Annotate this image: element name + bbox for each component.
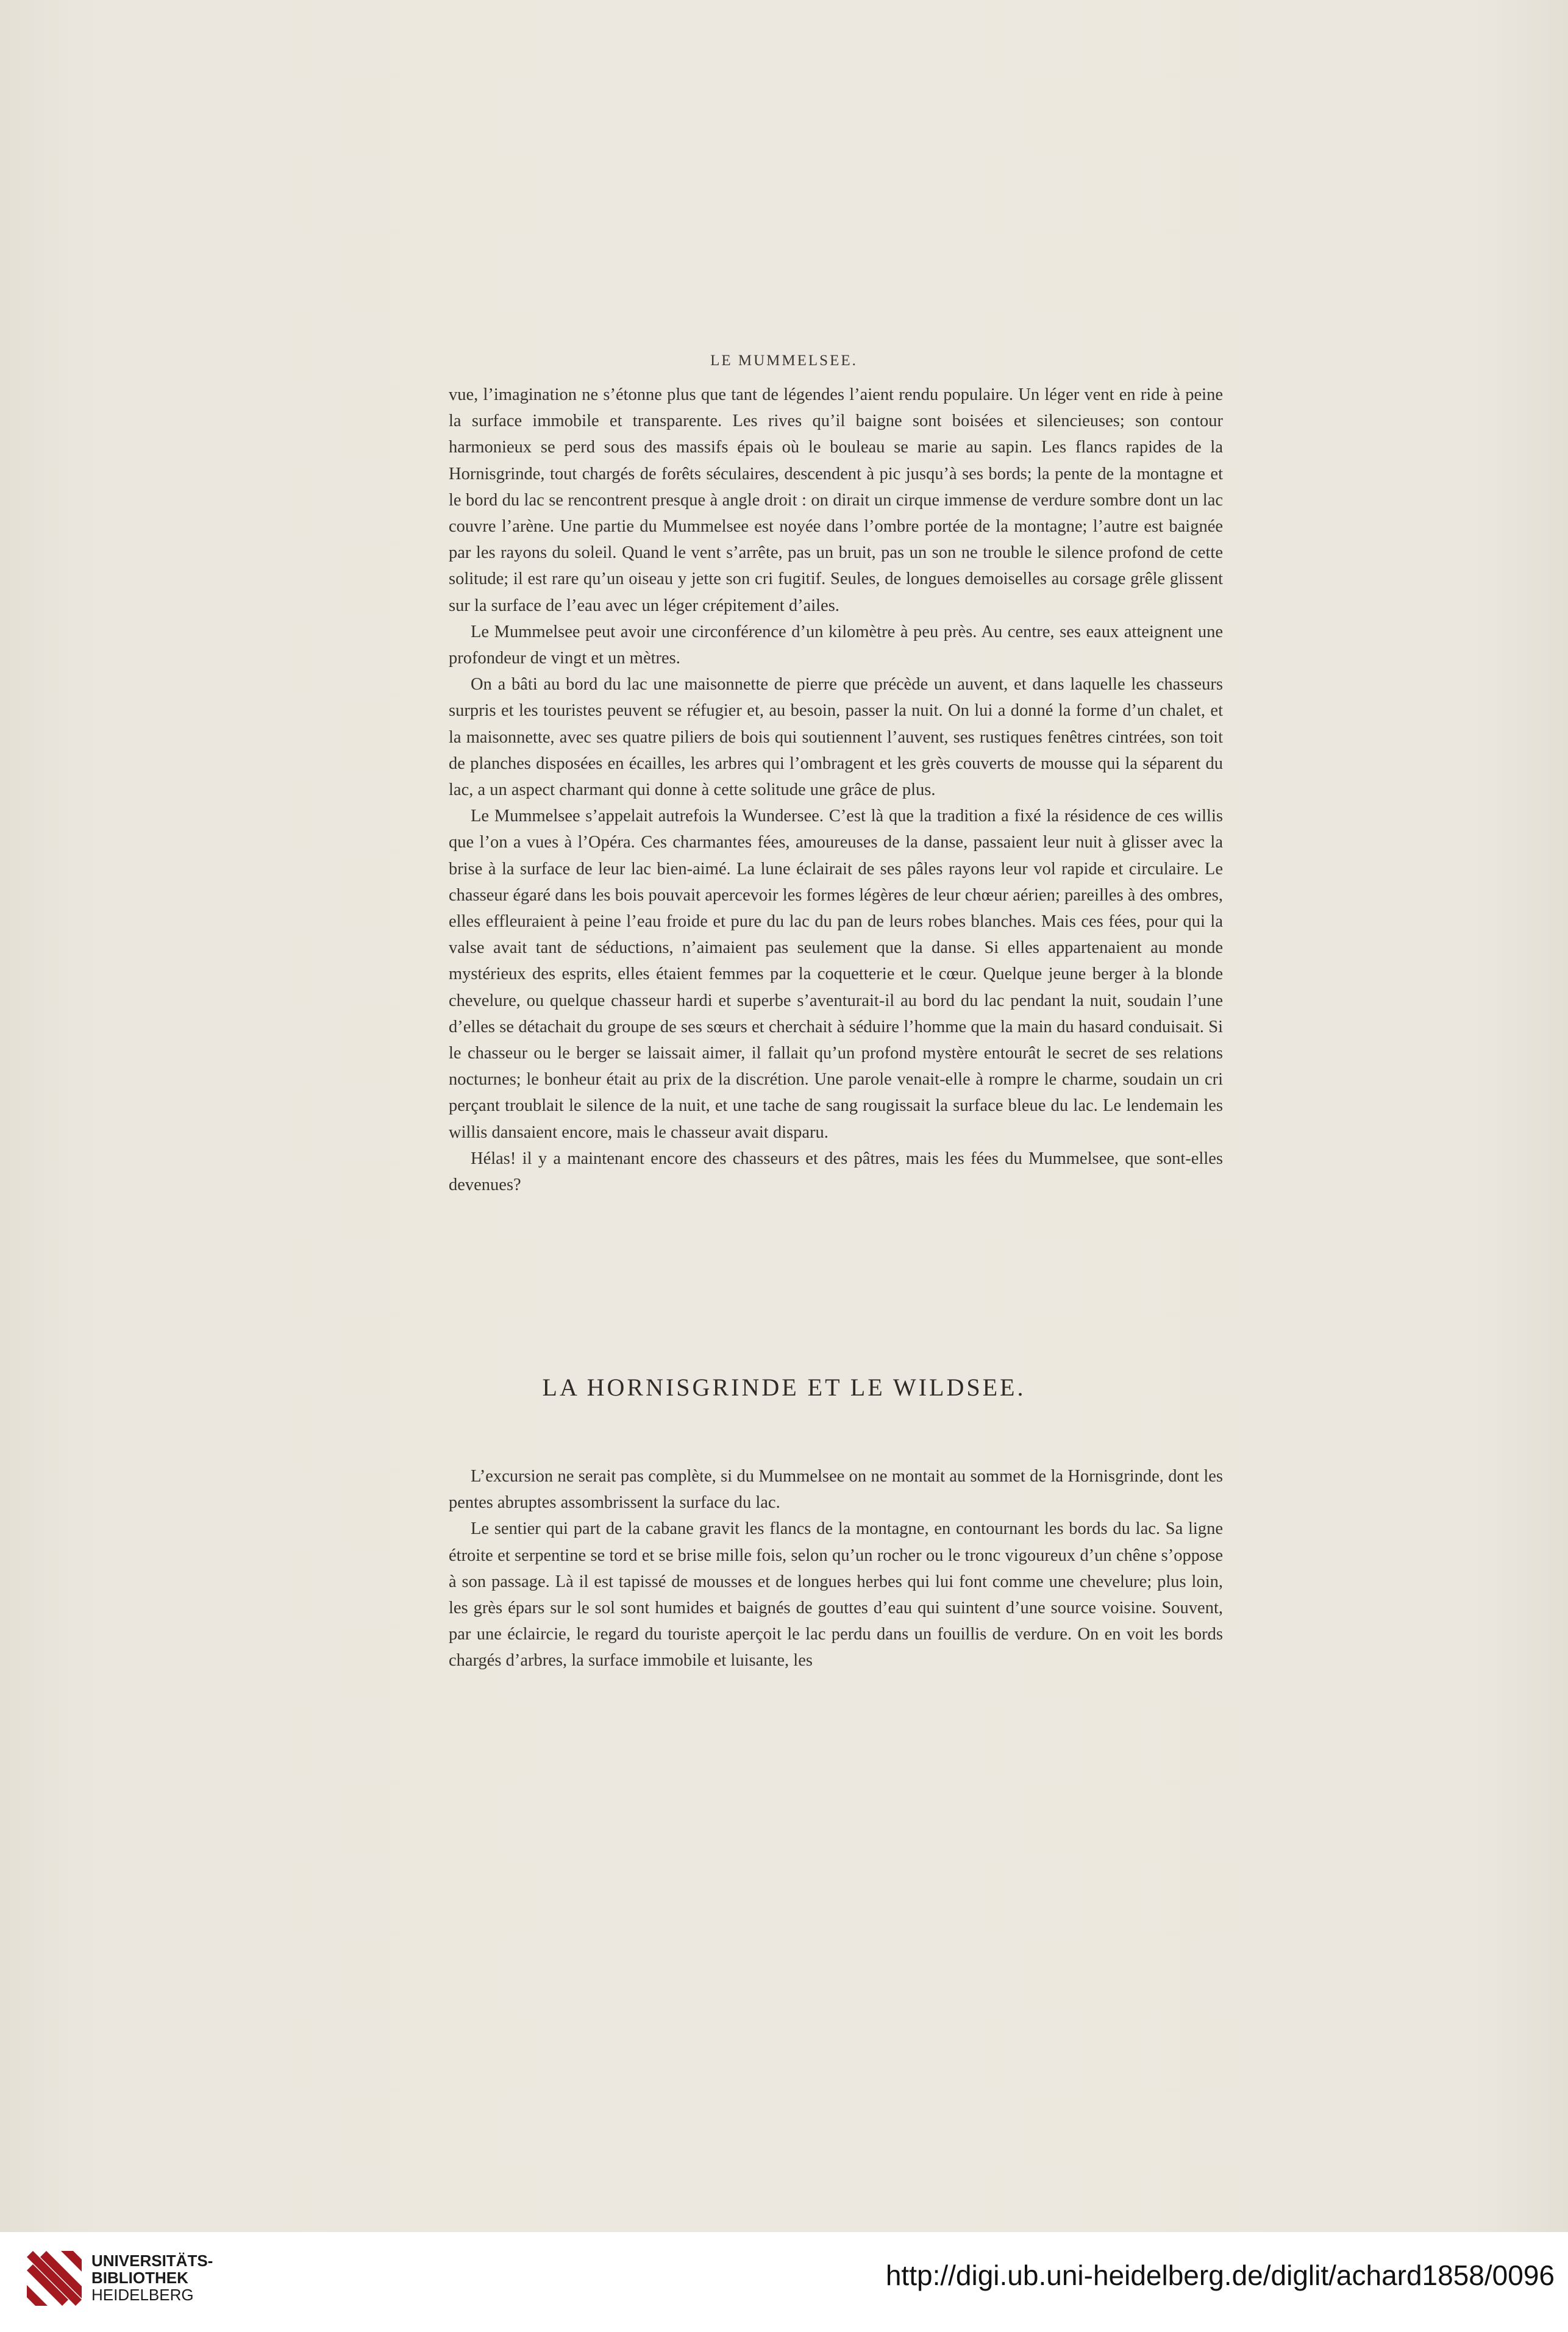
paragraph: Le Mummelsee s’appelait autrefois la Wundersee. C’est là que la tradition a fixé la résidence de ces willis que l’on a vues à l’Opéra. Ces charmantes fées, amoureuses de la danse, passaient leur nuit à glisser avec la brise à la surface de leur lac bien-aimé. La lune éclairait de ses pâles rayons leur vol rapide et circulaire. Le chasseur égaré dans les bois pouvait apercevoir les formes légères de leur chœur aérien; pareilles à des ombres, elles effleuraient à peine l’eau froide et pure du lac du pan de leurs robes blanches. Mais ces fées, pour qui la valse avait tant de séductions, n’aimaient pas seulement que la danse. Si elles appartenaient au monde mystérieux des esprits, elles étaient femmes par la coquetterie et le cœur. Quelque jeune berger à la blonde chevelure, ou quelque chasseur hardi et superbe s’aventurait-il au bord du lac pendant la nuit, soudain l’une d’elles se détachait du groupe de ses sœurs et cherchait à séduire l’homme que la main du hasard conduisait. Si le chasseur ou le berger se laissait aimer, il fallait qu’un profond mystère entourât le secret de ses relations nocturnes; le bonheur était au prix de la discrétion. Une parole venait-elle à rompre le charme, soudain un cri perçant troublait le silence de la nuit, et une tache de sang rougissait la surface bleue du lac. Le lendemain les willis dansaient encore, mais le chasseur avait disparu.	[449, 807, 1223, 1142]
library-logo-icon	[27, 2251, 82, 2306]
paragraph: L’excursion ne serait pas complète, si du Mummelsee on ne montait au sommet de la Hornisgrinde, dont les pentes abruptes assombrissent la surface du lac.	[449, 1467, 1223, 1513]
paragraph: On a bâti au bord du lac une maisonnette de pierre que précède un auvent, et dans laquelle les chasseurs surpris et les touristes peuvent se réfugier et, au besoin, passer la nuit. On lui a donné la forme d’un chalet, et la maisonnette, avec ses quatre piliers de bois qui soutiennent l’auvent, ses rustiques fenêtres cintrées, son toit de planches disposées en écailles, les arbres qui l’ombragent et les grès couverts de mousse qui la séparent du lac, a un aspect charmant qui donne à cette solitude une grâce de plus.	[449, 675, 1223, 800]
text-block-mummelsee	[449, 382, 1223, 1198]
paragraph: Le sentier qui part de la cabane gravit les flancs de la montagne, en contournant les bords du lac. Sa ligne étroite et serpentine se tord et se brise mille fois, selon qu’un rocher ou le tronc vigoureux d’un chêne s’oppose à son passage. Là il est tapissé de mousses et de longues herbes qui lui font comme une chevelure; plus loin, les grès épars sur le sol sont humides et baignés de gouttes d’eau qui suintent d’une source voisine. Souvent, par une éclaircie, le regard du touriste aperçoit le lac perdu dans un fouillis de verdure. On en voit les bords chargés d’arbres, la surface immobile et luisante, les	[449, 1519, 1223, 1671]
permalink-url[interactable]: http://digi.ub.uni-heidelberg.de/diglit/achard1858/0096	[885, 2259, 1555, 2291]
library-name	[91, 2252, 213, 2303]
running-head: LE MUMMELSEE.	[710, 352, 858, 369]
library-name-line: HEIDELBERG	[91, 2286, 194, 2304]
paragraph: vue, l’imagination ne s’étonne plus que tant de légendes l’aient rendu populaire. Un léger vent en ride à peine la surface immobile et transparente. Les rives qu’il baigne sont boisées et silencieuses; son contour harmonieux se perd sous des massifs épais où le bouleau se marie au sapin. Les flancs rapides de la Hornisgrinde, tout chargés de forêts séculaires, descendent à pic jusqu’à ses bords; la pente de la montagne et le bord du lac se rencontrent presque à angle droit : on dirait un cirque immense de verdure sombre dont un lac couvre l’arène. Une partie du Mummelsee est noyée dans l’ombre portée de la montagne; l’autre est baignée par les rayons du soleil. Quand le vent s’arrête, pas un bruit, pas un son ne trouble le silence profond de cette solitude; il est rare qu’un oiseau y jette son cri fugitif. Seules, de longues demoiselles au corsage grêle glissent sur la surface de l’eau avec un léger crépitement d’ailes.	[449, 385, 1223, 615]
section-title: LA HORNISGRINDE ET LE WILDSEE.	[542, 1374, 1026, 1401]
library-name-line: UNIVERSITÄTS-	[91, 2252, 213, 2270]
library-name-line: BIBLIOTHEK	[91, 2269, 188, 2287]
paragraph: Hélas! il y a maintenant encore des chasseurs et des pâtres, mais les fées du Mummelsee, que sont-elles devenues?	[449, 1149, 1223, 1195]
paragraph: Le Mummelsee peut avoir une circonférence d’un kilomètre à peu près. Au centre, ses eaux atteignent une profondeur de vingt et un mètres.	[449, 622, 1223, 668]
text-block-hornisgrinde	[449, 1463, 1223, 1674]
